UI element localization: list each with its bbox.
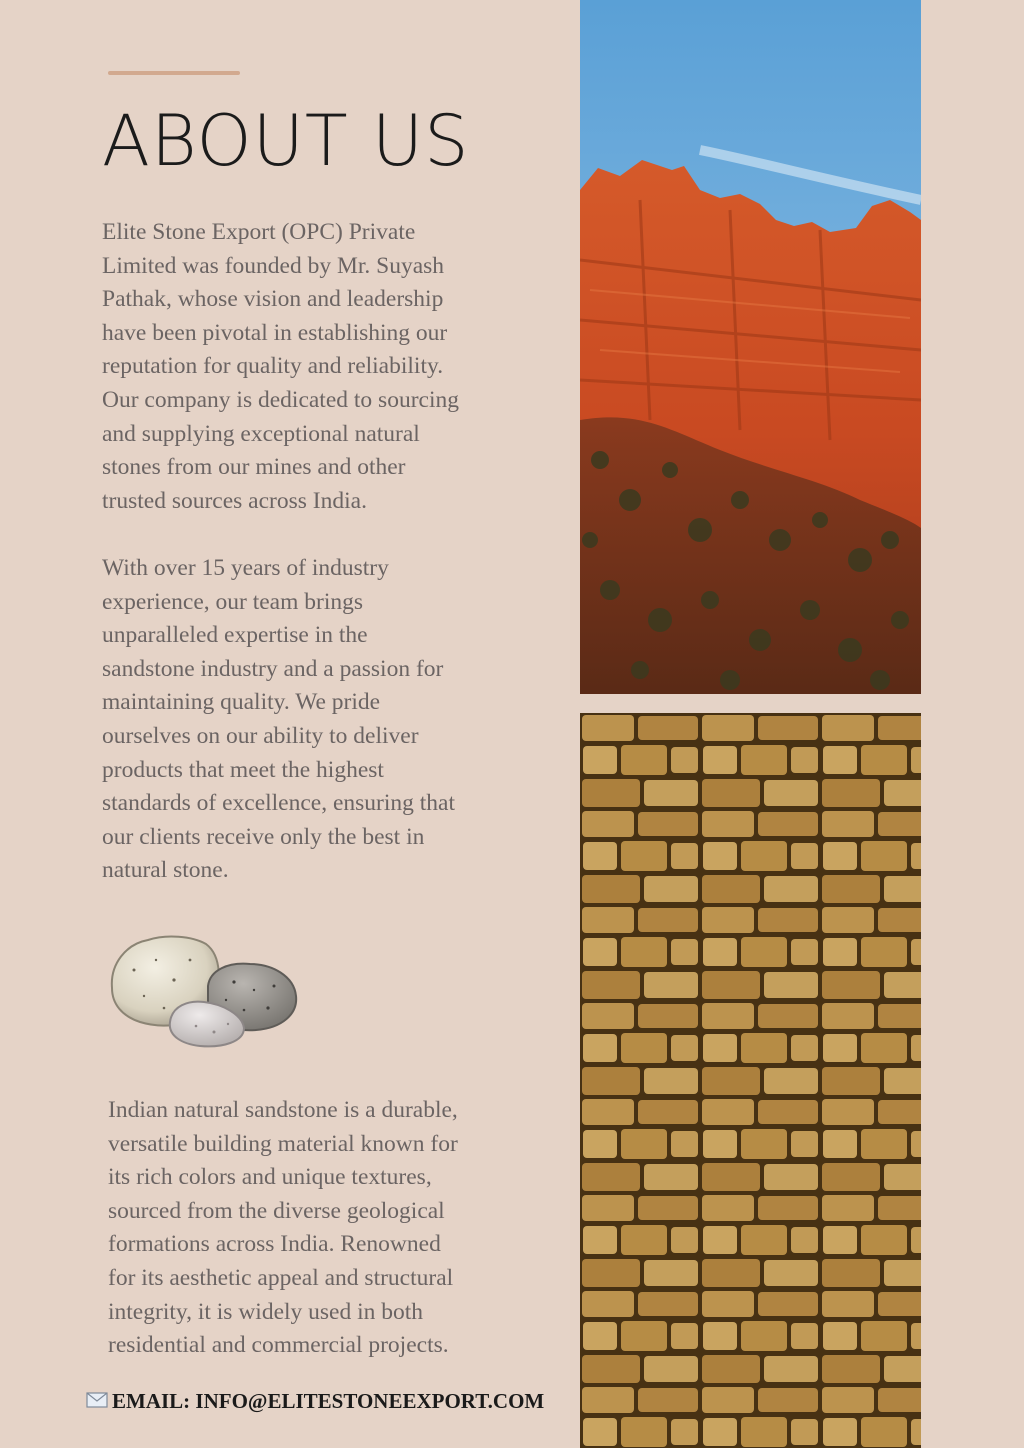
about-paragraph-sandstone: Indian natural sandstone is a durable, versatile building material known for its rich colors and unique textures, sourced from the diverse geological formations across India. Renowned for its aesthetic appeal and structural integrity, it is widely used in both residential and commercial projects.: [108, 1097, 458, 1359]
envelope-icon: [86, 1389, 108, 1414]
stones-illustration: [104, 930, 304, 1054]
red-rock-cliff-photo: [580, 0, 921, 694]
accent-rule: [108, 71, 240, 75]
email-label[interactable]: EMAIL: INFO@ELITESTONEEXPORT.COM: [112, 1389, 545, 1413]
page-title: ABOUT US: [102, 100, 470, 182]
contact-email[interactable]: [86, 1389, 544, 1414]
about-paragraph-founding: Elite Stone Export (OPC) Private Limited was founded by Mr. Suyash Pathak, whose vision and leadership have been pivotal in establishing our reputation for quality and reliability. Our company is dedicated to sourcing and supplying exceptional natural stones from our mines and other trusted sources across India.: [102, 219, 459, 514]
sandstone-wall-photo: [580, 713, 921, 1448]
about-paragraph-experience: With over 15 years of industry experience, our team brings unparalleled expertise in the sandstone industry and a passion for maintaining quality. We pride ourselves on our ability to deliver products that meet the highest standards of excellence, ensuring that our clients receive only the best in natural stone.: [102, 555, 456, 884]
